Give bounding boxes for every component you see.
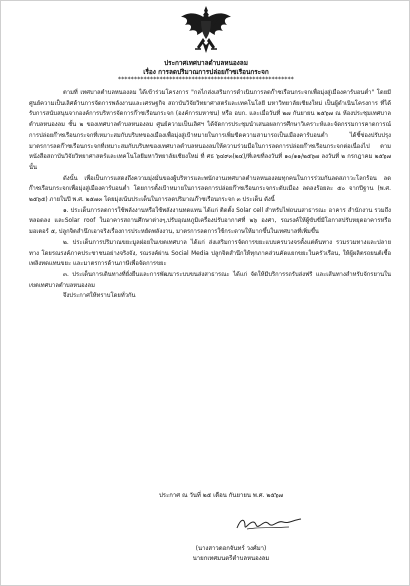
announcement-title: ประกาศเทศบาลตำบลหนองลม xyxy=(164,59,248,67)
paragraph-closing: จึงประกาศให้ทราบโดยทั่วกัน xyxy=(63,293,136,300)
paragraph-background: ตามที่ เทศบาลตำบลหนองลม ได้เข้าร่วมโครงการ "กลไกส่งเสริมการดำเนินการลดก๊าซเรือนกระจกเพื่อมุ่งสู่เมืองคาร์บอนต่ำ" โดยมีศูนย์ความเป็นเลิศด้านการจัดการพลังงานและเศรษฐกิจ สถาบันวิจัยวิทยาศาสตร์และเทคโนโลยี มหาวิทยาลัยเชียงใหม่ เป็นผู้ดำเนินโครงการ ที่ได้รับการสนับสนุนจากองค์การบริหารจัดการก๊าซเรือนกระจก (องค์การมหาชน) หรือ อบก. และเมื่อวันที่ ๒๗ กันยายน ๒๕๖๗ ณ ห้องประชุมเทศบาลตำบลหนองลม ชั้น ๒ ของเทศบาลตำบลหนองลม ศูนย์ความเป็นเลิศฯ ได้จัดการประชุมนำเสนอผลการศึกษาวิเคราะห์และจัดกรรมการคาดการณ์การปล่อยก๊าซเรือนกระจกที่เหมาะสมกับบริบทของเมืองเพื่อมุ่งสู่เป้าหมายในการเพิ่มขีดความสามารถเป็นเมืองคาร์บอนต่ำ ได้ชี้ช่องปรับปรุงมาตรการลดก๊าซเรือนกระจกที่เหมาะสมกับบริบทของเทศบาลตำบลหนองลมให้ความร่วมมือในการลดการปล่อยก๊าซเรือนกระจกต่อเนื่องไป ตามหนังสือสถาบันวิจัยวิทยาศาสตร์และเทคโนโลยีมหาวิทยาลัยเชียงใหม่ ที่ ศธ ๖๔๙๓(๒๔)/ที่เลขที่ลงวันที่ ๑๐/๑๑/๒๕๖๗ ลงวันที่ ๒ กรกฎาคม ๒๕๖๗ นั้น xyxy=(29,90,391,171)
announcement-date: ประกาศ ณ วันที่ ๒๕ เดือน กันยายน พ.ศ. ๒๕๖๗ xyxy=(159,492,284,499)
handwritten-signature xyxy=(233,516,305,532)
paragraph-target: ดังนั้น เพื่อเป็นการแสดงถึงความมุ่งมั่นของผู้บริหารและพนักงานเทศบาลตำบลหนองลมทุกคนในการร่วมกันลดสภาวะโลกร้อน ลดก๊าซเรือนกระจกเพื่อมุ่งสู่เมืองคาร์บอนต่ำ โดยการตั้งเป้าหมายในการลดการปล่อยก๊าซเรือนกระจกระดับเมือง ลดลงร้อยละ ๕๐ จากปีฐาน (พ.ศ. ๒๕๖๕) ภายในปี พ.ศ. ๒๕๗๓ โดยมุ่งเน้นประเด็นในการลดปริมาณก๊าซเรือนกระจก ๓ ประเด็น ดังนี้ xyxy=(29,175,391,204)
announcement-body xyxy=(29,88,391,302)
paragraph-issue-2: ๒. ประเด็นการปริมาณขยะมูลฝอยในเขตเทศบาล ได้แก่ ส่งเสริมการจัดการขยะแบบครบวงจรตั้งแต่ต้นทาง รวมรวมทางและปลายทาง โดยรณรงค์ภาคประชาชนอย่างจริงจัง, รณรงค์ผ่าน Social Media ปลูกจิตสำนึกให้ทุกภาคส่วนคัดแยกขยะในครัวเรือน, ให้ผู้ผลิตรถยนต์เชื้อเพลิงทดแทนขยะ และมาตรการด้านภาษีเพื่อจัดการขยะ xyxy=(29,239,391,268)
signer-name: (นางสาวดอกจันทร์ วงศ์มา) xyxy=(195,545,267,552)
paragraph-issue-1: ๑. ประเด็นการลดการใช้พลังงานหรือใช้พลังงานทดแทน ได้แก่ ติดตั้ง Solar cell สำหรับไฟถนนสาธารณะ อาคาร สำนักงาน รวมถึงหลอดลง และSolar roof ในอาคารสถานศึกษาต่างๆ,ปรับอุณหภูมิเครื่องปรับอากาศที่ ๒๖ องศา, รณรงค์ให้ผู้ขับขี่มีโอกาสปรับหยุดอาคารหรือมอเตอร์ ๕, ปลูกจิตสำนึกเอาจริงเรื่องการประหยัดพลังงาน, มาตรการลดการใช้กระดาษให้มากขึ้นในเทศบาลที่เพิ่มขึ้น xyxy=(29,207,391,236)
signer-position: นายกเทศมนตรีตำบลหนองลม xyxy=(192,555,270,562)
announcement-subject: เรื่อง การลดปริมาณการปล่อยก๊าซเรือนกระจก xyxy=(143,68,269,76)
garuda-emblem xyxy=(179,5,233,55)
paragraph-issue-3: ๓. ประเด็นการเดินทางที่ยั่งยืนและการพัฒนาระบบขนส่งสาธารณะ ได้แก่ จัดให้มีบริการรถรับส่งฟรี และเส้นทางสำหรับจักรยานในเขตเทศบาลตำบลหนองลม xyxy=(29,271,391,289)
header-divider: ******************************************************* xyxy=(118,76,294,83)
